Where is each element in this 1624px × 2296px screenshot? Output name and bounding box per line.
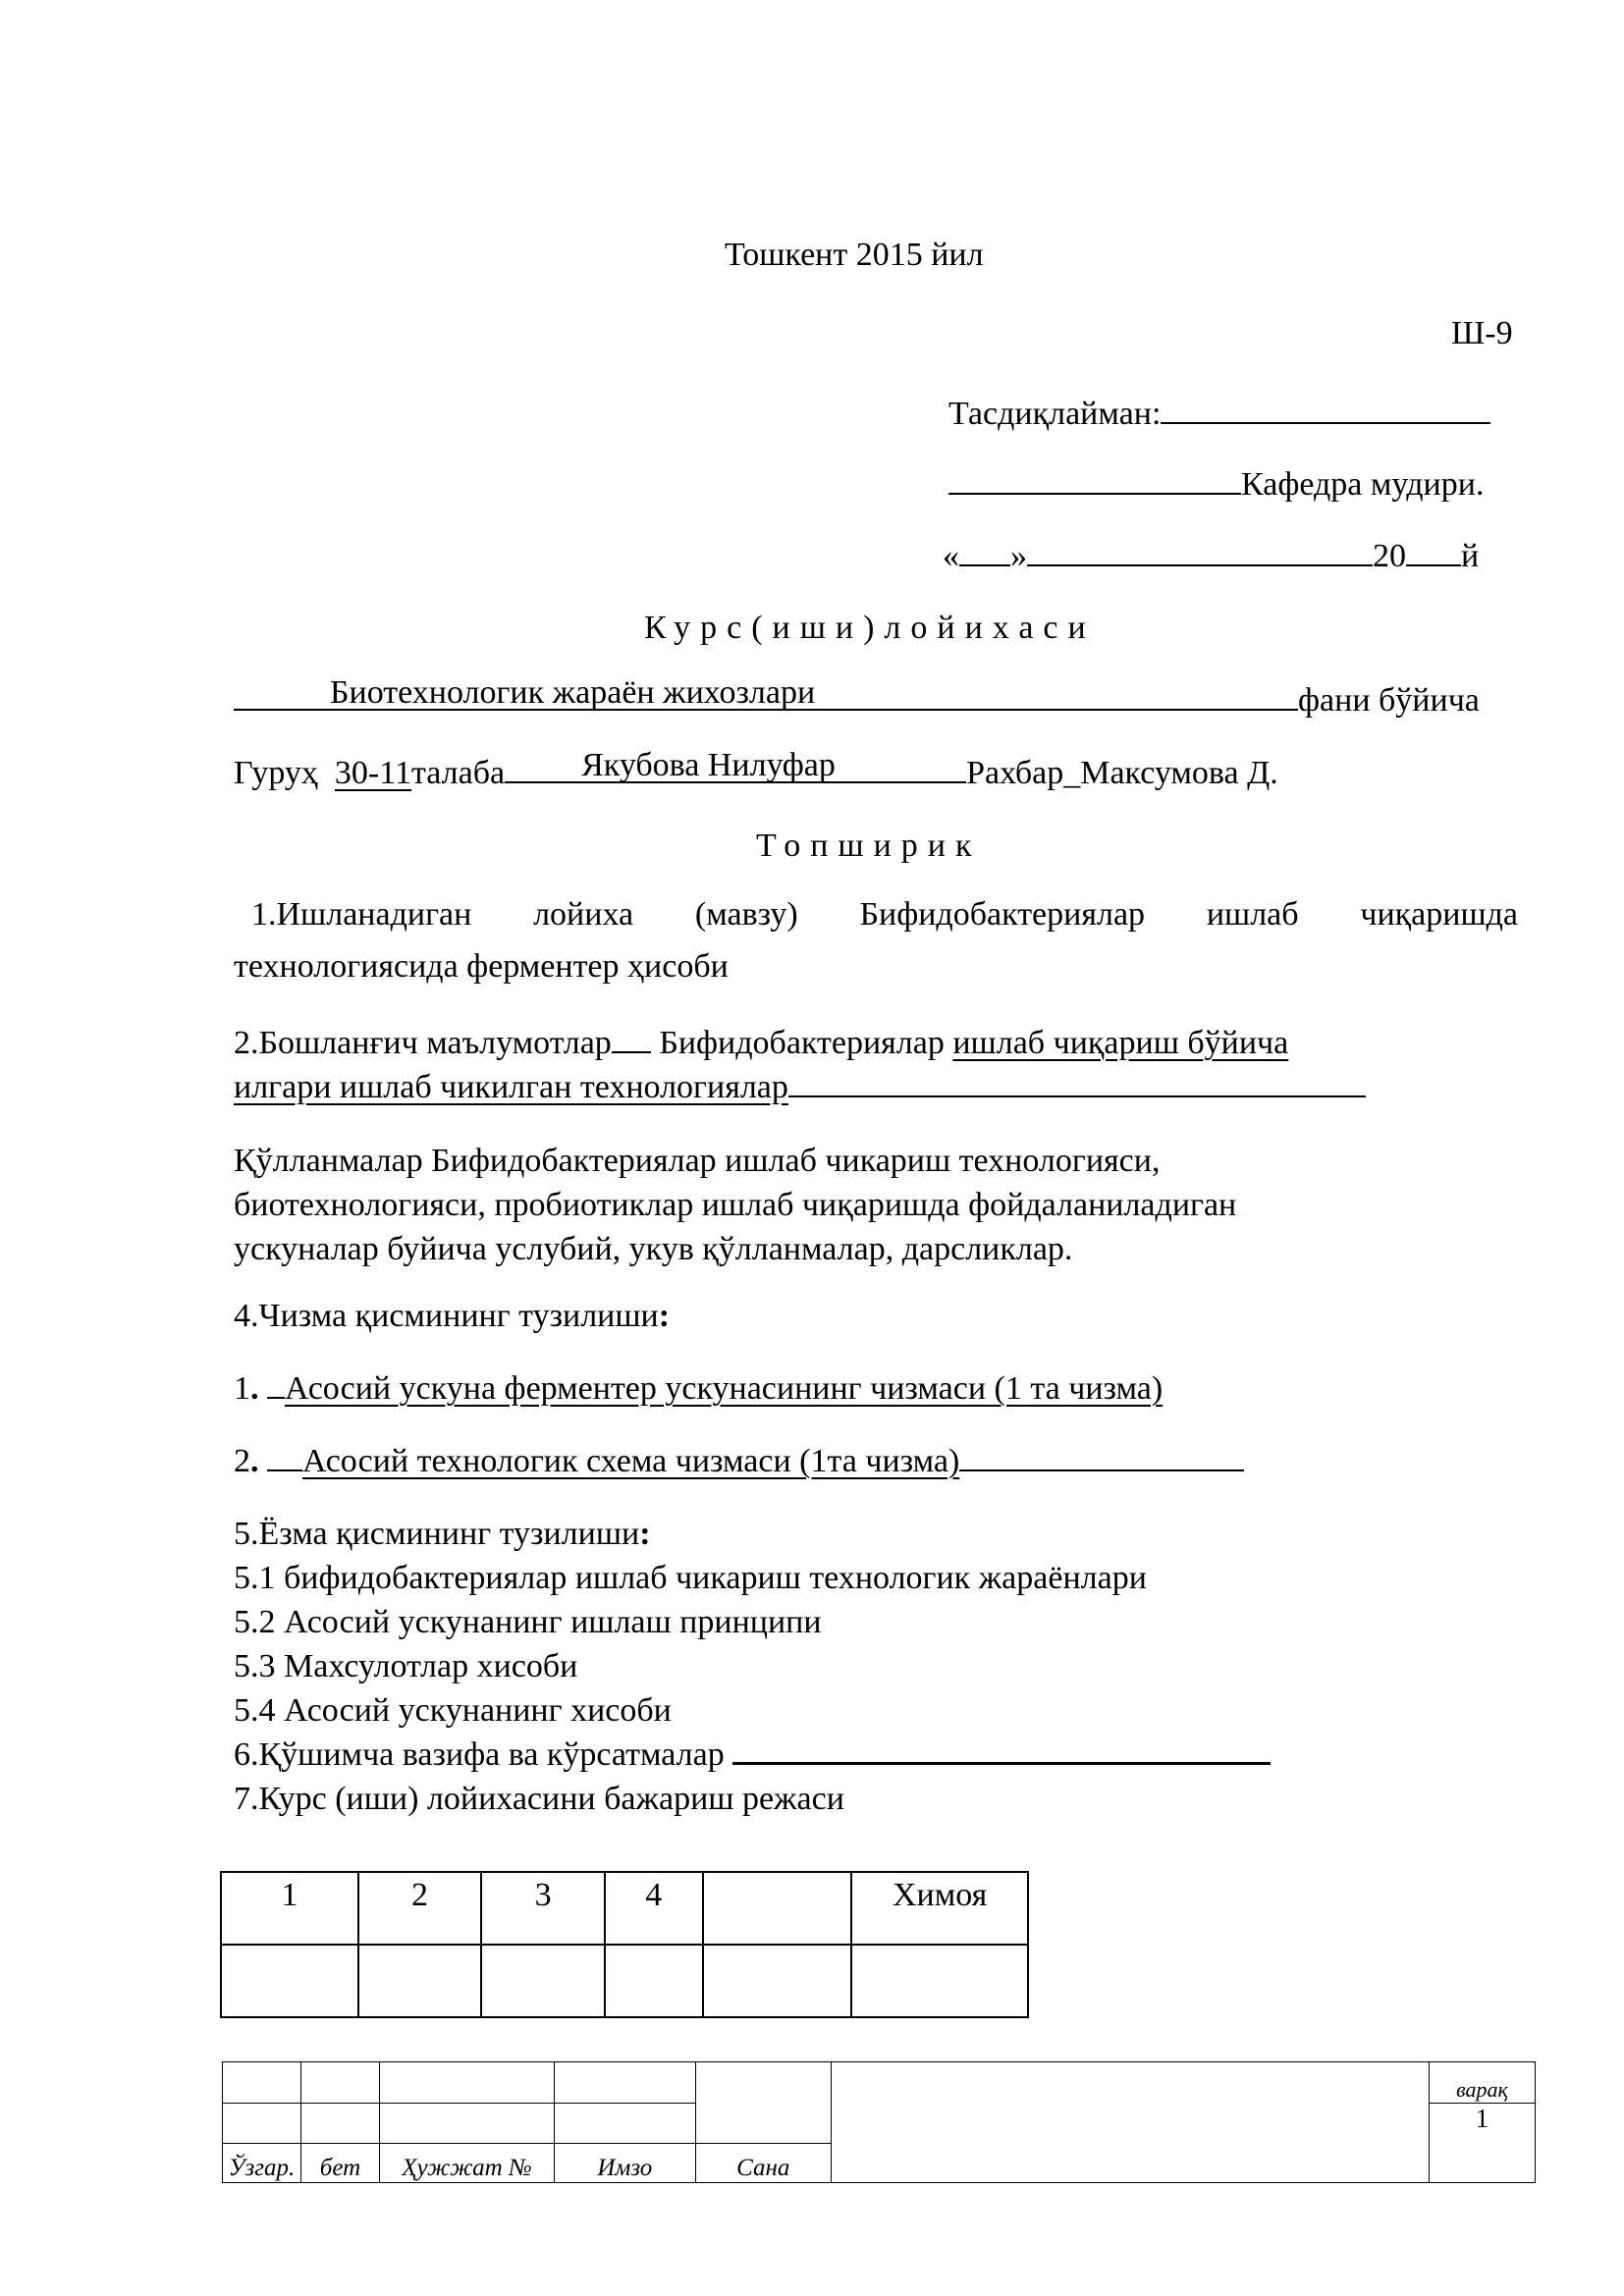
- written-item-4: 5.4 Асосий ускунанинг хисоби: [234, 1692, 672, 1729]
- written-item-3: 5.3 Махсулотлар хисоби: [234, 1648, 578, 1684]
- group-value: 30-11: [334, 755, 411, 791]
- date-quote-close: »: [1010, 538, 1027, 574]
- student-name: Якубова Нилуфар: [581, 747, 836, 783]
- item2-text: Бифидобактериялар: [650, 1025, 953, 1061]
- drawing-item2-text: Асосий технологик схема чизмаси (1та чизма): [302, 1443, 960, 1479]
- written-heading-text: 5.Ёзма қисмининг тузилиши: [234, 1516, 640, 1552]
- drawing-item2-number: 2: [234, 1443, 250, 1479]
- date-quote-open: «: [943, 538, 959, 574]
- stamp-cell[interactable]: [695, 2062, 831, 2144]
- item2-text-underlined: ишлаб чиқариш бўйича: [952, 1025, 1289, 1061]
- plan-cell-4[interactable]: [605, 1945, 703, 2017]
- drawing-heading: [234, 1294, 670, 1338]
- stamp-cell[interactable]: [554, 2062, 695, 2104]
- group-line: Гуруҳ 30-11талаба Якубова Нилуфар Рахбар_Максумова Д.: [234, 752, 1278, 795]
- advisor-label: Рахбар: [966, 755, 1064, 791]
- student-label: талаба: [410, 755, 506, 791]
- stamp-main-area: [831, 2062, 1429, 2183]
- manuals-line3: ускуналар буйича услубий, укув қўлланмалар, дарсликлар.: [234, 1231, 1073, 1267]
- written-heading: [234, 1512, 651, 1556]
- document-title: Курс(иши)лойихаси: [644, 610, 1096, 646]
- document-code: Ш-9: [1451, 315, 1513, 351]
- stamp-cell[interactable]: [554, 2104, 695, 2143]
- written-item-6-text: 6.Қўшимча вазифа ва кўрсатмалар: [234, 1736, 733, 1773]
- drawing-item2-dot: .: [250, 1443, 259, 1479]
- manuals-line2: биотехнологияси, пробиотиклар ишлаб чиқаришда фойдаланиладиган: [234, 1187, 1237, 1223]
- plan-cell-defense[interactable]: [851, 1945, 1028, 2017]
- plan-header-5: [703, 1872, 852, 1945]
- subject-name: Биотехнологик жараён жихозлари: [330, 674, 816, 711]
- item1-line1: [234, 889, 1518, 940]
- stamp-label-date: Сана: [695, 2143, 831, 2182]
- date-day-blank[interactable]: [959, 535, 1010, 566]
- student-blank[interactable]: [505, 747, 966, 783]
- stamp-sheet-number: 1: [1430, 2104, 1536, 2183]
- subject-line: [234, 674, 1480, 722]
- drawing-item1-dot: .: [250, 1370, 259, 1407]
- plan-header-1: 1: [221, 1872, 358, 1945]
- item1-line2: технологиясида ферментер ҳисоби: [234, 948, 729, 985]
- item2-line2-text: илгари ишлаб чикилган технологиялар: [234, 1069, 788, 1105]
- stamp-label-doc-number: Ҳужжат №: [379, 2143, 554, 2182]
- date-year-blank[interactable]: [1406, 535, 1461, 566]
- group-label: Гуруҳ: [234, 755, 318, 791]
- plan-header-4: 4: [605, 1872, 703, 1945]
- approval-date: [943, 535, 1479, 578]
- item2-line2-blank[interactable]: [788, 1066, 1366, 1097]
- head-of-dept-line: [948, 463, 1484, 507]
- head-signature-blank[interactable]: [948, 463, 1241, 495]
- subject-suffix: фани бўйича: [1298, 682, 1480, 719]
- stamp-cell[interactable]: [223, 2104, 301, 2143]
- written-heading-colon: :: [639, 1516, 651, 1552]
- date-suffix: й: [1461, 538, 1480, 574]
- item2-label: 2.Бошланғич маълумотлар: [234, 1025, 612, 1061]
- plan-table-header-row: [221, 1872, 1028, 1945]
- plan-header-3: 3: [481, 1872, 605, 1945]
- stamp-label-signature: Имзо: [554, 2143, 695, 2182]
- drawing-item2-trailing-blank[interactable]: [959, 1440, 1244, 1471]
- written-item-6-blank[interactable]: [732, 1733, 1271, 1765]
- date-year-prefix: 20: [1373, 538, 1406, 574]
- item2-blank: [612, 1022, 651, 1053]
- advisor-name: Максумова Д.: [1080, 755, 1278, 791]
- stamp-sheet-label: варақ: [1430, 2062, 1536, 2104]
- drawing-item1-blank: [267, 1367, 285, 1399]
- stamp-label-page: бет: [300, 2143, 379, 2182]
- drawing-item2-blank: [267, 1440, 302, 1471]
- item1-label: 1.Ишланадиган лойиха (мавзу): [251, 896, 798, 933]
- written-item-7: 7.Курс (иши) лойихасини бажариш режаси: [234, 1781, 844, 1817]
- written-item-2: 5.2 Асосий ускунанинг ишлаш принципи: [234, 1604, 822, 1640]
- drawing-item1-text: Асосий ускуна ферментер ускунасининг чизмаси (1 та чизма): [285, 1370, 1164, 1407]
- stamp-cell[interactable]: [379, 2104, 554, 2143]
- drawing-item1-number: 1: [234, 1370, 250, 1407]
- written-item-6: [234, 1733, 1271, 1777]
- plan-header-defense: Химоя: [851, 1872, 1028, 1945]
- drawing-heading-text: 4.Чизма қисмининг тузилиши: [234, 1298, 659, 1334]
- stamp-cell[interactable]: [223, 2062, 301, 2104]
- approval-line: [948, 393, 1490, 436]
- plan-cell-2[interactable]: [358, 1945, 482, 2017]
- task-title: Топширик: [756, 828, 982, 864]
- stamp-cell[interactable]: [300, 2062, 379, 2104]
- drawing-heading-colon: :: [658, 1298, 671, 1334]
- city-year: Тошкент 2015 йил: [725, 237, 984, 273]
- stamp-cell[interactable]: [379, 2062, 554, 2104]
- item2-line2: [234, 1065, 1366, 1109]
- head-of-dept-label: Кафедра мудири.: [1241, 466, 1485, 503]
- plan-header-2: 2: [358, 1872, 482, 1945]
- item2-line1: [234, 1021, 1288, 1065]
- title-block: [222, 2061, 1536, 2183]
- item1-text: Бифидобактериялар ишлаб чиқаришда: [859, 896, 1519, 933]
- stamp-cell[interactable]: [300, 2104, 379, 2143]
- plan-table: [220, 1871, 1029, 2018]
- plan-cell-3[interactable]: [481, 1945, 605, 2017]
- date-month-blank[interactable]: [1027, 535, 1373, 566]
- approve-label: Тасдиқлайман:: [948, 396, 1162, 432]
- plan-cell-5[interactable]: [703, 1945, 852, 2017]
- manuals-line1: Қўлланмалар Бифидобактериялар ишлаб чикариш технологияси,: [234, 1143, 1161, 1179]
- drawing-item2: [234, 1439, 1244, 1483]
- plan-cell-1[interactable]: [221, 1945, 358, 2017]
- subject-blank[interactable]: [234, 674, 1298, 711]
- written-item-1: 5.1 бифидобактериялар ишлаб чикариш технологик жараёнлари: [234, 1560, 1147, 1596]
- plan-table-row: [221, 1945, 1028, 2017]
- signature-blank[interactable]: [1161, 393, 1490, 424]
- stamp-label-changes: Ўзгар.: [223, 2143, 301, 2182]
- drawing-item1: [234, 1366, 1163, 1411]
